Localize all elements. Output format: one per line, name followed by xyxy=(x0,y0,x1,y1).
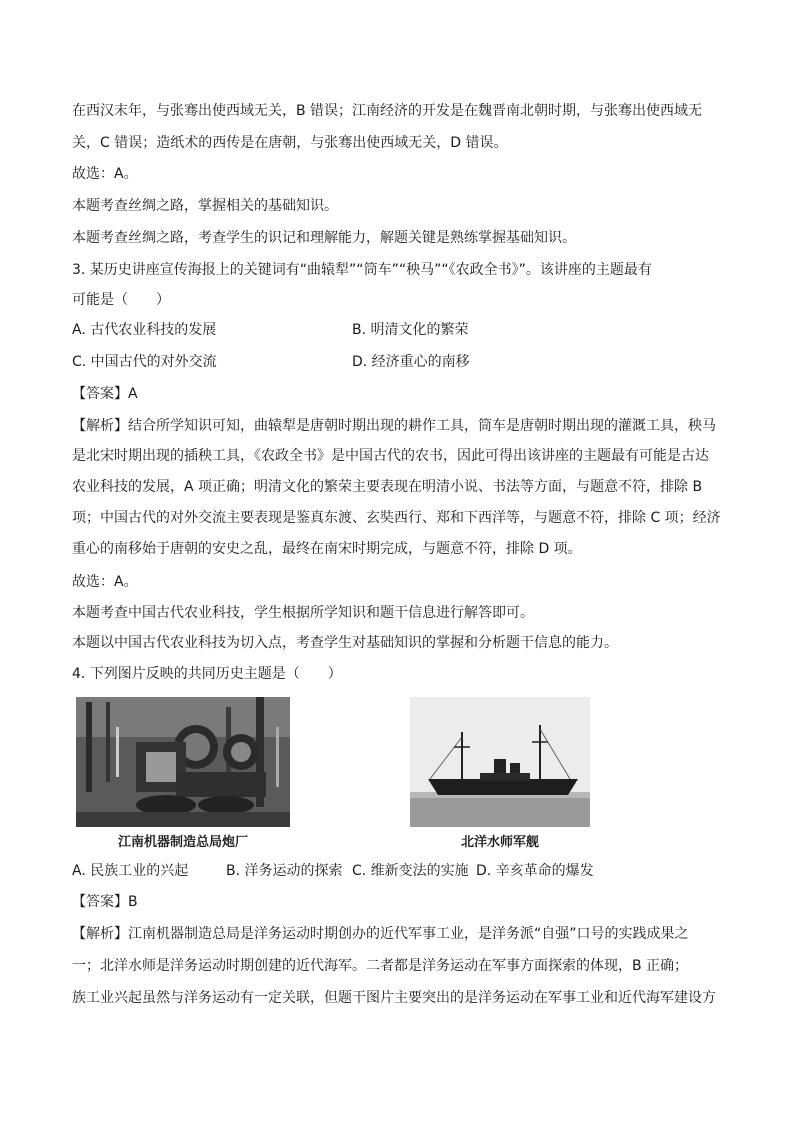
question-3-analysis xyxy=(72,416,716,436)
question-3-answer xyxy=(72,384,138,404)
analysis-text: 是北宋时期出现的插秧工具，《农政全书》是中国古代的农书，因此可得出该讲座的主题最有可能是古达 xyxy=(72,448,709,464)
analysis-text: 项；中国古代的对外交流主要表现是鉴真东渡、玄奘西行、郑和下西洋等，与题意不符，排除 C 项；经济 xyxy=(72,510,721,526)
analysis-text: 重心的南移始于唐朝的安史之乱，最终在南宋时期完成，与题意不符，排除 D 项。 xyxy=(72,541,582,557)
answer-value: B xyxy=(128,894,138,910)
question-3-option-c: C. 中国古代的对外交流 xyxy=(72,354,217,370)
question-3-option-a: A. 古代农业科技的发展 xyxy=(72,322,217,338)
analysis-tag: 【解析】 xyxy=(72,926,128,942)
analysis-text: 族工业兴起虽然与洋务运动有一定关联，但题干图片主要突出的是洋务运动在军事工业和近代海军建设方 xyxy=(72,990,716,1006)
question-4-analysis xyxy=(72,924,689,944)
question-3-option-b: B. 明清文化的繁荣 xyxy=(352,322,469,338)
question-4-option-a: A. 民族工业的兴起 xyxy=(72,863,189,879)
analysis-text: 农业科技的发展，A 项正确；明清文化的繁荣主要表现在明清小说、书法等方面，与题意不符，排除 B xyxy=(72,479,703,495)
analysis-text: 结合所学知识可知，曲辕犁是唐朝时期出现的耕作工具，筒车是唐朝时期出现的灌溉工具，秧马 xyxy=(128,418,716,434)
factory-photo-caption: 江南机器制造总局炮厂 xyxy=(117,835,248,850)
analysis-text: 一；北洋水师是洋务运动时期创建的近代海军。二者都是洋务运动在军事方面探索的体现，B 正确； xyxy=(72,958,689,974)
conclusion-text: 故选：A。 xyxy=(72,574,138,590)
question-4-option-b: B. 洋务运动的探索 xyxy=(226,863,343,879)
question-4-option-c: C. 维新变法的实施 xyxy=(352,863,469,879)
text-line: 本题考查丝绸之路，考查学生的识记和理解能力，解题关键是熟练掌握基础知识。 xyxy=(72,230,576,246)
question-3-stem: 可能是（ ） xyxy=(72,292,170,308)
text-line: 本题考查丝绸之路，掌握相关的基础知识。 xyxy=(72,198,338,214)
comment-text: 本题以中国古代农业科技为切入点，考查学生对基础知识的掌握和分析题干信息的能力。 xyxy=(72,635,618,651)
answer-tag: 【答案】 xyxy=(72,894,128,910)
text-line: 故选：A。 xyxy=(72,166,138,182)
warship-photo-caption: 北洋水师军舰 xyxy=(460,835,539,850)
warship-photo xyxy=(410,697,590,827)
analysis-tag: 【解析】 xyxy=(72,418,128,434)
question-4-stem: 4. 下列图片反映的共同历史主题是（ ） xyxy=(72,666,342,682)
question-3-stem: 3. 某历史讲座宣传海报上的关键词有“曲辕犁”“筒车”“秧马”“《农政全书》”。该讲座的主题最有 xyxy=(72,262,652,278)
factory-photo xyxy=(76,697,290,827)
text-line: 在西汉末年，与张骞出使西域无关，B 错误；江南经济的开发是在魏晋南北朝时期，与张骞出使西域无 xyxy=(72,103,703,119)
answer-tag: 【答案】 xyxy=(72,386,128,402)
analysis-text: 江南机器制造总局是洋务运动时期创办的近代军事工业，是洋务派“自强”口号的实践成果之 xyxy=(128,926,689,942)
question-4-answer xyxy=(72,892,138,912)
comment-text: 本题考查中国古代农业科技，学生根据所学知识和题干信息进行解答即可。 xyxy=(72,605,534,621)
question-3-option-d: D. 经济重心的南移 xyxy=(352,354,470,370)
answer-value: A xyxy=(128,386,138,402)
question-4-option-d: D. 辛亥革命的爆发 xyxy=(476,863,594,879)
text-line: 关，C 错误；造纸术的西传是在唐朝，与张骞出使西域无关，D 错误。 xyxy=(72,135,508,151)
